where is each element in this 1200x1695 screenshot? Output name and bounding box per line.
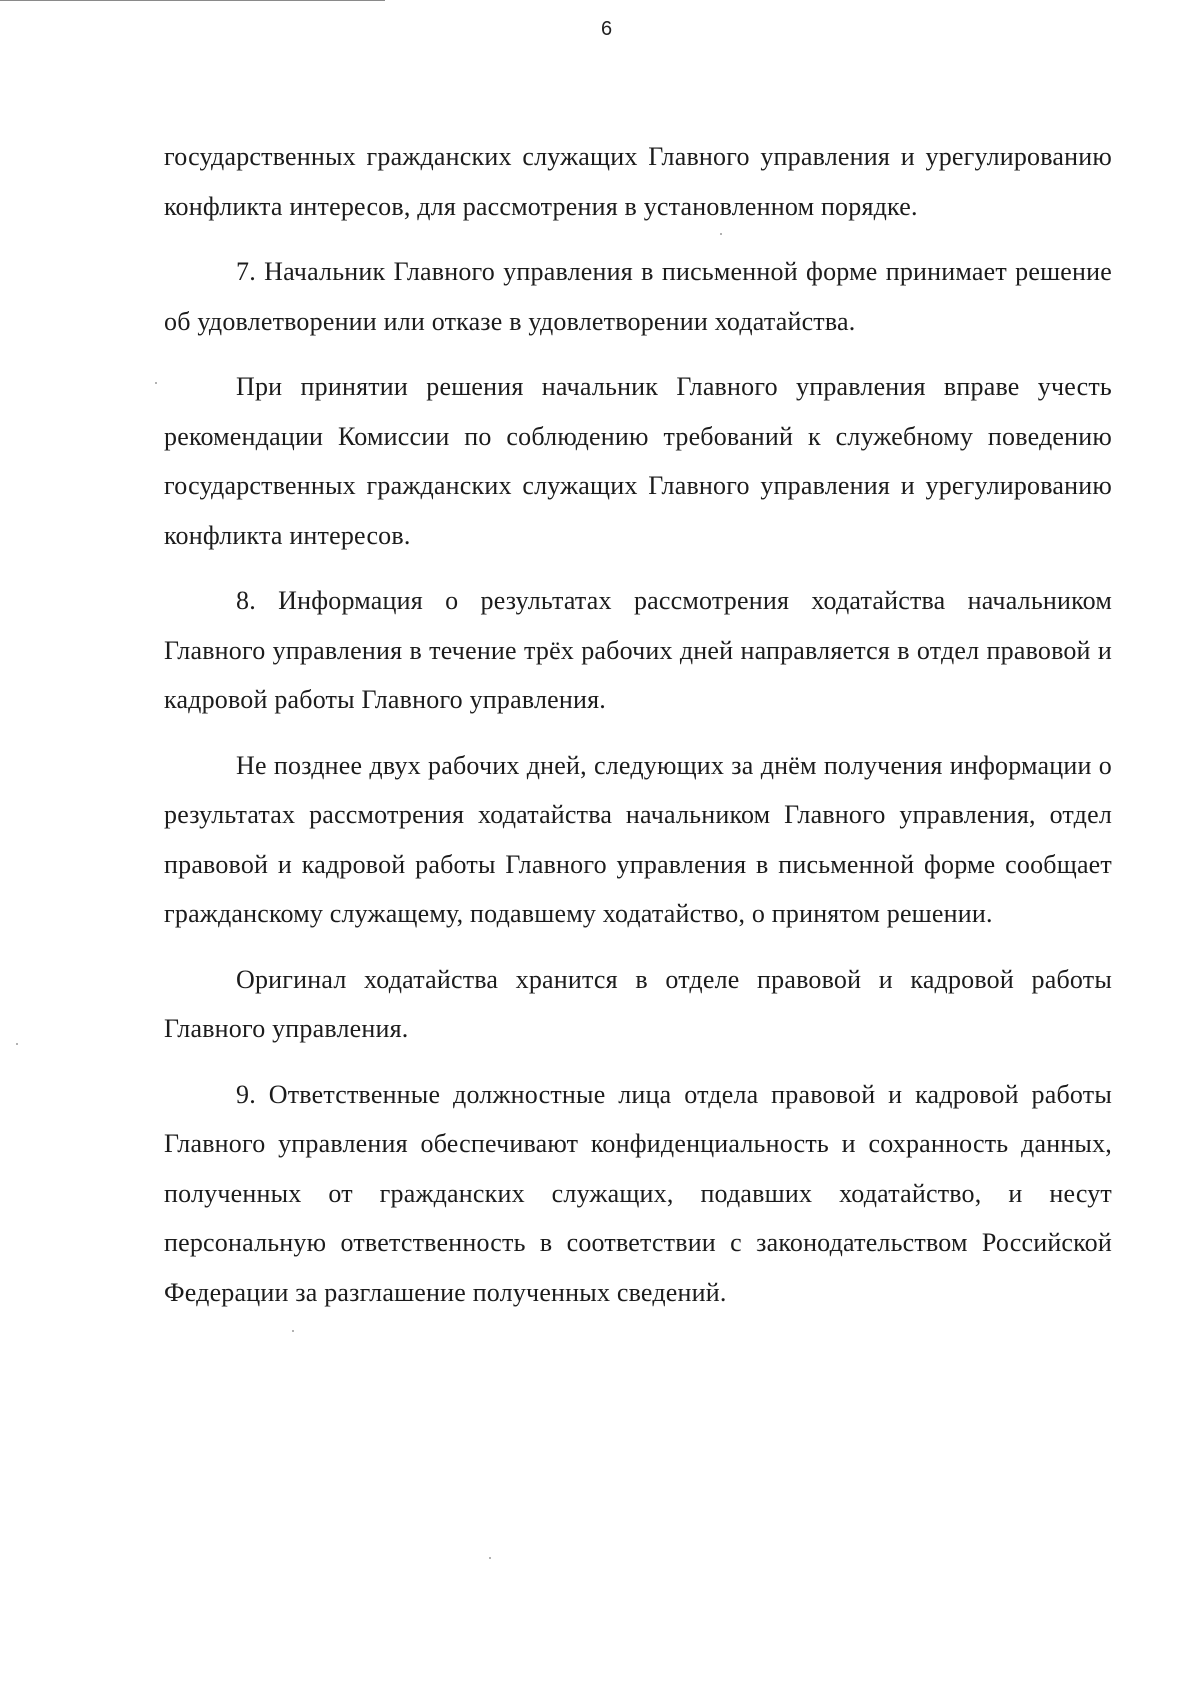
paragraph-item-8: 8. Информация о результатах рассмотрения ходатайства начальником Главного управления в течение трёх рабочих дней направляется в отдел правовой и кадровой работы Главного управления. [164,586,1112,714]
paragraph-item-8-deadline: Не позднее двух рабочих дней, следующих за днём получения информации о результатах рассмотрения ходатайства начальником Главного управления, отдел правовой и кадровой работы Главного управления в письменной форме сообщает гражданскому служащему, подавшему ходатайство, о принятом решении. [164,750,1112,928]
page-number: 6 [600,18,613,40]
document-body [164,132,1112,1333]
paragraph-item-7: 7. Начальник Главного управления в письменной форме принимает решение об удовлетворении или отказе в удовлетворении ходатайства. [164,257,1112,336]
paragraph-item-9: 9. Ответственные должностные лица отдела правовой и кадровой работы Главного управления обеспечивают конфиденциальность и сохранность данных, полученных от гражданских служащих, подавших ходатайство, и несут персональную ответственность в соответствии с законодательством Российской Федерации за разглашение полученных сведений. [164,1079,1112,1307]
scan-speck [720,233,722,235]
paragraph-item-8-original: Оригинал ходатайства хранится в отделе правовой и кадровой работы Главного управления. [164,964,1112,1043]
scan-speck [155,382,157,384]
paragraph-item-7-note: При принятии решения начальник Главного управления вправе учесть рекомендации Комиссии по соблюдению требований к служебному поведению государственных гражданских служащих Главного управления и урегулированию конфликта интересов. [164,372,1112,550]
paragraph-continuation: государственных гражданских служащих Главного управления и урегулированию конфликта интересов, для рассмотрения в установленном порядке. [164,142,1112,221]
scan-speck [16,1043,18,1045]
scan-edge-line [0,0,385,1]
scan-speck [489,1557,491,1559]
scan-speck [292,1330,294,1332]
